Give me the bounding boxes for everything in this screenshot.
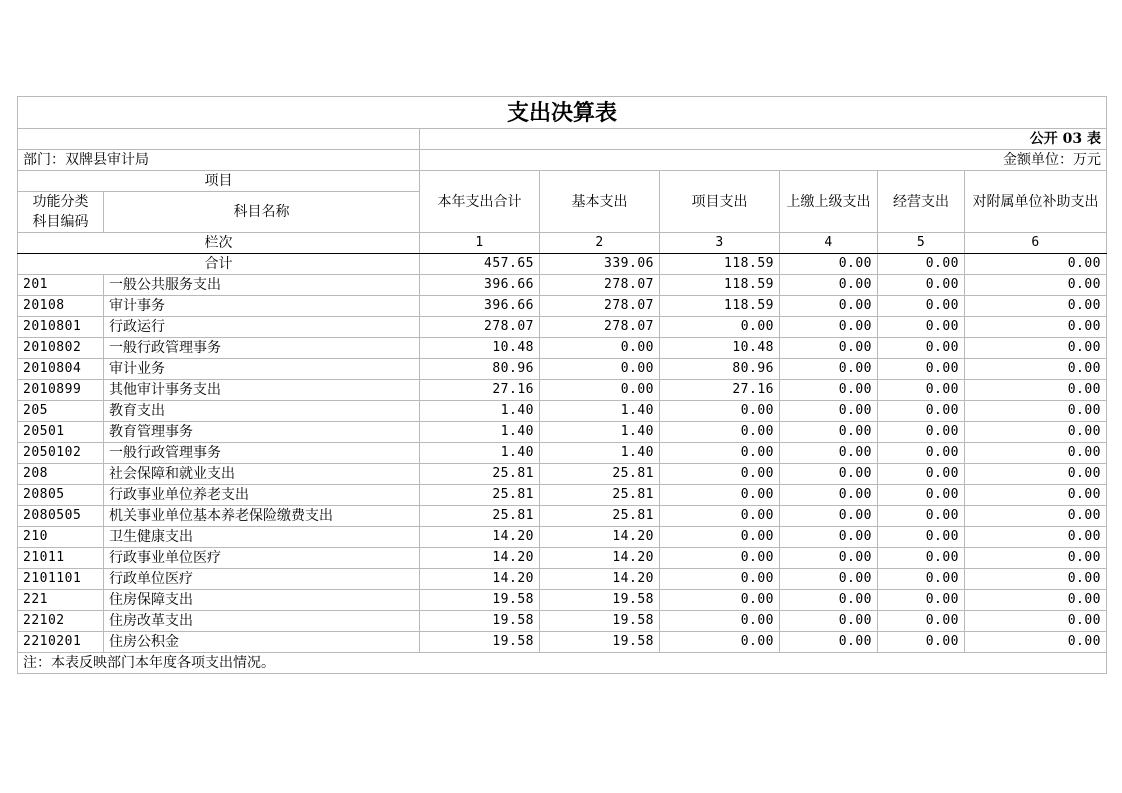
row-value: 80.96	[660, 359, 780, 380]
table-row	[18, 338, 1107, 359]
row-value: 0.00	[878, 611, 965, 632]
table-row	[18, 527, 1107, 548]
row-value: 0.00	[660, 464, 780, 485]
row-value: 14.20	[420, 569, 540, 590]
row-value: 1.40	[420, 401, 540, 422]
table-row	[18, 380, 1107, 401]
row-value: 1.40	[540, 422, 660, 443]
row-value: 0.00	[660, 422, 780, 443]
row-value: 19.58	[420, 632, 540, 653]
row-value: 0.00	[660, 401, 780, 422]
row-code: 201	[18, 275, 104, 296]
row-value: 0.00	[965, 506, 1107, 527]
row-code: 2010802	[18, 338, 104, 359]
table-row	[18, 275, 1107, 296]
header-col-1: 本年支出合计	[420, 171, 540, 233]
row-value: 0.00	[780, 296, 878, 317]
row-value: 0.00	[965, 443, 1107, 464]
header-col-5: 经营支出	[878, 171, 965, 233]
row-value: 0.00	[878, 380, 965, 401]
row-value: 0.00	[878, 338, 965, 359]
index-number: 5	[878, 233, 965, 254]
row-value: 25.81	[420, 464, 540, 485]
row-value: 19.58	[540, 611, 660, 632]
row-value: 0.00	[660, 548, 780, 569]
row-value: 0.00	[965, 569, 1107, 590]
table-row	[18, 296, 1107, 317]
row-value: 25.81	[540, 485, 660, 506]
table-row	[18, 401, 1107, 422]
row-value: 0.00	[965, 611, 1107, 632]
row-code: 2010899	[18, 380, 104, 401]
row-value: 25.81	[540, 464, 660, 485]
row-value: 0.00	[780, 422, 878, 443]
row-value: 0.00	[780, 338, 878, 359]
expenditure-table	[17, 96, 1107, 674]
header-col-2: 基本支出	[540, 171, 660, 233]
row-value: 0.00	[780, 485, 878, 506]
row-value: 118.59	[660, 275, 780, 296]
page-title: 支出决算表	[18, 97, 1107, 129]
row-value: 0.00	[540, 338, 660, 359]
row-name: 教育管理事务	[104, 422, 420, 443]
total-value: 118.59	[660, 254, 780, 275]
row-value: 0.00	[878, 590, 965, 611]
row-value: 0.00	[660, 506, 780, 527]
row-value: 80.96	[420, 359, 540, 380]
row-value: 278.07	[540, 296, 660, 317]
row-value: 0.00	[780, 443, 878, 464]
row-code: 20805	[18, 485, 104, 506]
row-value: 278.07	[420, 317, 540, 338]
table-row	[18, 506, 1107, 527]
row-name: 审计事务	[104, 296, 420, 317]
header-name-col: 科目名称	[104, 192, 420, 233]
total-value: 457.65	[420, 254, 540, 275]
row-value: 0.00	[660, 590, 780, 611]
row-name: 教育支出	[104, 401, 420, 422]
row-value: 14.20	[540, 527, 660, 548]
row-value: 0.00	[878, 632, 965, 653]
table-body	[18, 275, 1107, 653]
row-name: 行政运行	[104, 317, 420, 338]
row-name: 住房改革支出	[104, 611, 420, 632]
index-number: 1	[420, 233, 540, 254]
row-value: 0.00	[540, 359, 660, 380]
row-code: 210	[18, 527, 104, 548]
row-value: 14.20	[420, 527, 540, 548]
row-value: 0.00	[878, 317, 965, 338]
row-value: 0.00	[780, 611, 878, 632]
table-row	[18, 422, 1107, 443]
table-row	[18, 359, 1107, 380]
row-value: 0.00	[660, 485, 780, 506]
row-name: 审计业务	[104, 359, 420, 380]
row-code: 2080505	[18, 506, 104, 527]
row-value: 10.48	[660, 338, 780, 359]
row-value: 0.00	[780, 569, 878, 590]
row-value: 0.00	[878, 422, 965, 443]
table-row	[18, 464, 1107, 485]
table-note: 注：本表反映部门本年度各项支出情况。	[18, 653, 1107, 674]
row-name: 其他审计事务支出	[104, 380, 420, 401]
row-value: 0.00	[780, 401, 878, 422]
total-value: 0.00	[965, 254, 1107, 275]
row-value: 396.66	[420, 275, 540, 296]
row-value: 0.00	[878, 485, 965, 506]
total-value: 0.00	[780, 254, 878, 275]
row-name: 行政单位医疗	[104, 569, 420, 590]
row-value: 0.00	[878, 527, 965, 548]
row-value: 0.00	[878, 569, 965, 590]
row-name: 一般行政管理事务	[104, 338, 420, 359]
row-value: 0.00	[878, 548, 965, 569]
row-name: 行政事业单位医疗	[104, 548, 420, 569]
row-value: 0.00	[780, 506, 878, 527]
unit-label: 金额单位：万元	[420, 150, 1107, 171]
row-value: 25.81	[420, 485, 540, 506]
table-code: 公开 03 表	[420, 129, 1107, 150]
row-value: 0.00	[660, 317, 780, 338]
row-value: 0.00	[780, 275, 878, 296]
row-value: 0.00	[965, 485, 1107, 506]
total-value: 0.00	[878, 254, 965, 275]
row-value: 0.00	[878, 275, 965, 296]
row-value: 0.00	[780, 317, 878, 338]
row-name: 住房保障支出	[104, 590, 420, 611]
header-code-col: 功能分类 科目编码	[18, 192, 104, 233]
row-value: 0.00	[660, 569, 780, 590]
row-value: 278.07	[540, 317, 660, 338]
row-code: 221	[18, 590, 104, 611]
row-value: 1.40	[540, 401, 660, 422]
row-value: 1.40	[420, 422, 540, 443]
table-row	[18, 611, 1107, 632]
row-value: 27.16	[420, 380, 540, 401]
row-name: 一般行政管理事务	[104, 443, 420, 464]
row-value: 0.00	[780, 527, 878, 548]
row-value: 19.58	[540, 590, 660, 611]
index-row-label: 栏次	[18, 233, 420, 254]
row-value: 0.00	[965, 590, 1107, 611]
table-row	[18, 317, 1107, 338]
row-value: 0.00	[965, 464, 1107, 485]
index-number: 6	[965, 233, 1107, 254]
table-row	[18, 443, 1107, 464]
row-value: 0.00	[660, 443, 780, 464]
row-value: 0.00	[965, 359, 1107, 380]
row-value: 10.48	[420, 338, 540, 359]
table-row	[18, 569, 1107, 590]
row-value: 0.00	[540, 380, 660, 401]
row-value: 19.58	[420, 611, 540, 632]
row-value: 278.07	[540, 275, 660, 296]
header-item-group: 项目	[18, 171, 420, 192]
department-label: 部门：双牌县审计局	[18, 150, 420, 171]
header-col-4: 上缴上级支出	[780, 171, 878, 233]
row-name: 行政事业单位养老支出	[104, 485, 420, 506]
row-value: 0.00	[965, 548, 1107, 569]
table-row	[18, 590, 1107, 611]
row-value: 0.00	[965, 317, 1107, 338]
index-number: 4	[780, 233, 878, 254]
row-value: 0.00	[780, 380, 878, 401]
total-value: 339.06	[540, 254, 660, 275]
table-row	[18, 485, 1107, 506]
row-value: 0.00	[660, 632, 780, 653]
row-code: 21011	[18, 548, 104, 569]
row-value: 14.20	[540, 569, 660, 590]
row-code: 20501	[18, 422, 104, 443]
row-value: 0.00	[780, 548, 878, 569]
index-number: 2	[540, 233, 660, 254]
row-value: 118.59	[660, 296, 780, 317]
row-name: 社会保障和就业支出	[104, 464, 420, 485]
row-value: 0.00	[780, 359, 878, 380]
row-code: 2050102	[18, 443, 104, 464]
row-code: 2210201	[18, 632, 104, 653]
total-row-label: 合计	[18, 254, 420, 275]
header-col-3: 项目支出	[660, 171, 780, 233]
row-value: 19.58	[540, 632, 660, 653]
blank-cell	[18, 129, 420, 150]
row-value: 0.00	[965, 275, 1107, 296]
row-value: 27.16	[660, 380, 780, 401]
row-value: 0.00	[878, 296, 965, 317]
header-col-6: 对附属单位补助支出	[965, 171, 1107, 233]
row-value: 0.00	[780, 632, 878, 653]
row-value: 0.00	[878, 443, 965, 464]
row-value: 396.66	[420, 296, 540, 317]
row-value: 0.00	[660, 527, 780, 548]
row-value: 0.00	[965, 380, 1107, 401]
row-value: 1.40	[540, 443, 660, 464]
row-value: 0.00	[965, 401, 1107, 422]
row-value: 0.00	[965, 527, 1107, 548]
row-value: 14.20	[540, 548, 660, 569]
row-code: 22102	[18, 611, 104, 632]
row-value: 1.40	[420, 443, 540, 464]
row-value: 0.00	[878, 359, 965, 380]
index-number: 3	[660, 233, 780, 254]
row-code: 2010804	[18, 359, 104, 380]
row-code: 2010801	[18, 317, 104, 338]
row-value: 0.00	[878, 401, 965, 422]
row-value: 0.00	[780, 590, 878, 611]
row-name: 机关事业单位基本养老保险缴费支出	[104, 506, 420, 527]
row-code: 205	[18, 401, 104, 422]
table-row	[18, 632, 1107, 653]
row-name: 住房公积金	[104, 632, 420, 653]
row-value: 0.00	[965, 422, 1107, 443]
row-value: 14.20	[420, 548, 540, 569]
row-code: 208	[18, 464, 104, 485]
row-value: 0.00	[878, 464, 965, 485]
row-value: 0.00	[878, 506, 965, 527]
table-row	[18, 548, 1107, 569]
row-name: 一般公共服务支出	[104, 275, 420, 296]
row-name: 卫生健康支出	[104, 527, 420, 548]
row-value: 25.81	[540, 506, 660, 527]
row-value: 0.00	[660, 611, 780, 632]
row-code: 20108	[18, 296, 104, 317]
row-value: 0.00	[965, 296, 1107, 317]
row-value: 19.58	[420, 590, 540, 611]
row-value: 25.81	[420, 506, 540, 527]
row-value: 0.00	[965, 338, 1107, 359]
row-value: 0.00	[780, 464, 878, 485]
row-value: 0.00	[965, 632, 1107, 653]
row-code: 2101101	[18, 569, 104, 590]
